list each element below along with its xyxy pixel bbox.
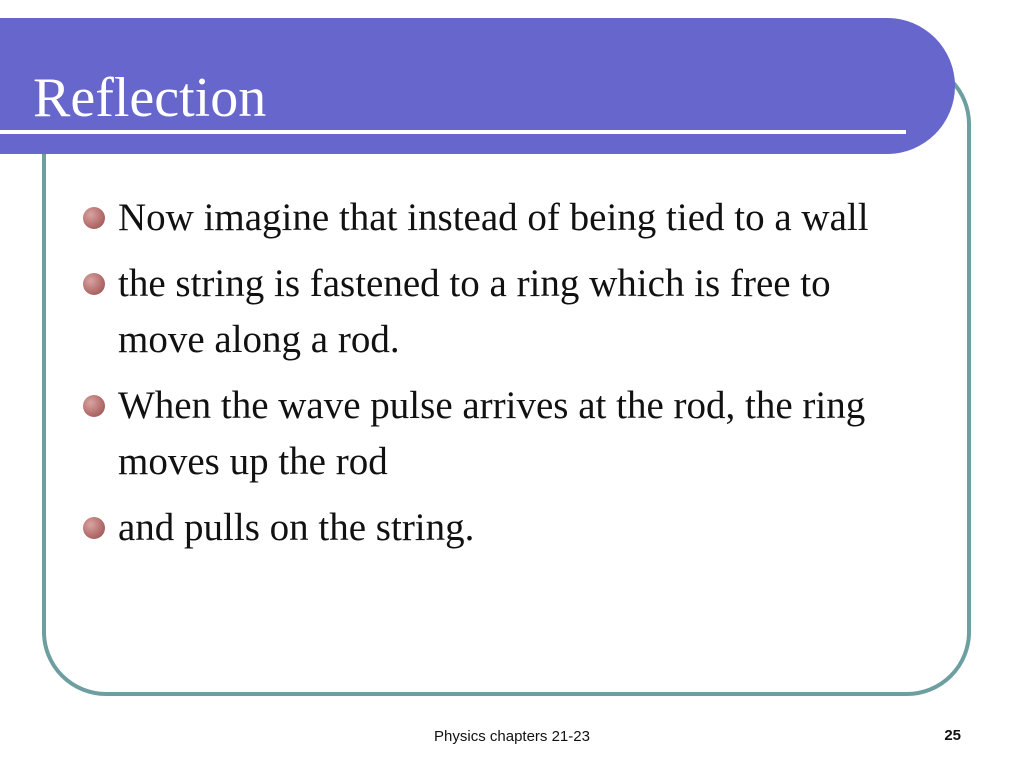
- bullet-text: Now imagine that instead of being tied to a wall: [118, 196, 869, 239]
- bullet-item: [80, 190, 920, 246]
- bullet-dot-icon: [83, 273, 105, 295]
- bullet-text: When the wave pulse arrives at the rod, the ring moves up the rod: [118, 384, 866, 483]
- bullet-dot-icon: [83, 517, 105, 539]
- slide-title: Reflection: [33, 67, 267, 129]
- footer-text: Physics chapters 21-23: [434, 728, 590, 745]
- bullet-item: [80, 500, 920, 556]
- bullet-list: [80, 190, 920, 566]
- bullet-text: the string is fastened to a ring which is free to move along a rod.: [118, 262, 831, 361]
- bullet-dot-icon: [83, 207, 105, 229]
- bullet-item: [80, 256, 920, 368]
- bullet-dot-icon: [83, 395, 105, 417]
- bullet-item: [80, 378, 920, 490]
- page-number: 25: [944, 727, 961, 744]
- bullet-text: and pulls on the string.: [118, 506, 475, 549]
- title-underline: [0, 130, 906, 134]
